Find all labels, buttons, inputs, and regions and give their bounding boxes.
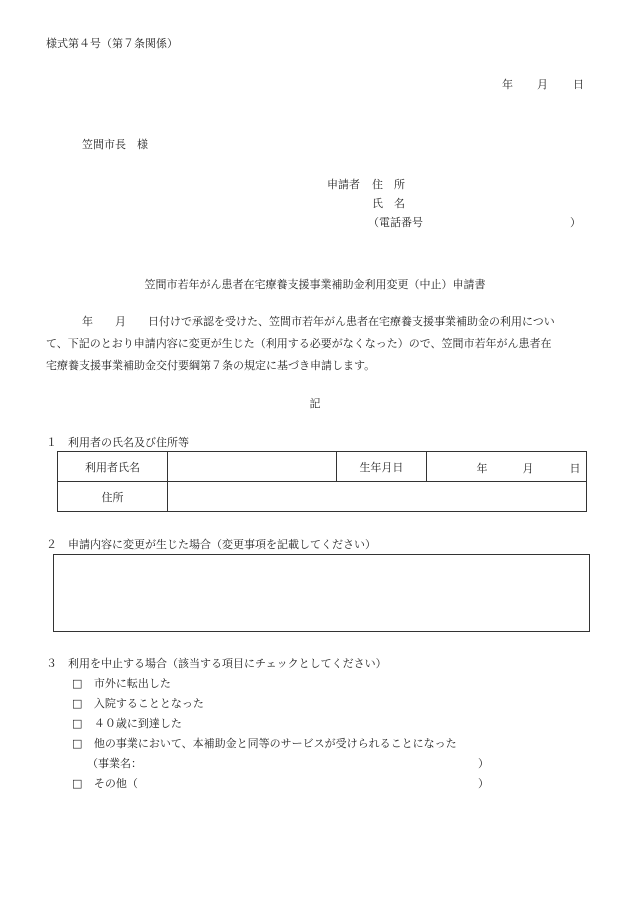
- option-label: ４０歳に到達した: [93, 717, 182, 730]
- date-day-label: 日: [573, 78, 584, 91]
- business-name-close: ）: [478, 757, 489, 770]
- address-label: 住所: [58, 482, 168, 512]
- section2-heading: ２ 申請内容に変更が生じた場合（変更事項を記載してください）: [46, 538, 376, 551]
- checkbox-icon[interactable]: □: [72, 737, 83, 750]
- applicant-phone-label: （電話番号: [368, 216, 423, 229]
- address-field[interactable]: [168, 482, 587, 512]
- applicant-address-label: 住 所: [372, 178, 405, 191]
- document-title: 笠間市若年がん患者在宅療養支援事業補助金利用変更（中止）申請書: [144, 278, 486, 291]
- date-year-label: 年: [502, 78, 513, 91]
- option-hospitalized[interactable]: [72, 695, 204, 711]
- option-other-service[interactable]: [72, 735, 457, 751]
- body-line: 年 月 日付けで承認を受けた、笠間市若年がん患者在宅療養支援事業補助金の利用につい: [82, 315, 555, 328]
- option-other[interactable]: [72, 775, 138, 791]
- addressee: 笠間市長 様: [82, 138, 148, 151]
- applicant-label: 申請者: [327, 178, 360, 191]
- option-label: 入院することとなった: [93, 697, 204, 710]
- user-info-table: [57, 451, 587, 512]
- applicant-name-label: 氏 名: [372, 197, 405, 210]
- business-name-label: （事業名：: [87, 757, 142, 770]
- checkbox-icon[interactable]: □: [72, 777, 83, 790]
- birthdate-label: 生年月日: [337, 452, 426, 482]
- section1-heading: １ 利用者の氏名及び住所等: [46, 436, 189, 449]
- date-month-label: 月: [537, 78, 548, 91]
- other-close: ）: [478, 777, 489, 790]
- birth-year-label: 年: [476, 462, 488, 475]
- option-moved-out[interactable]: [72, 675, 171, 691]
- birthdate-field[interactable]: [426, 452, 586, 482]
- ki-label: 記: [309, 397, 321, 410]
- option-label: 他の事業において、本補助金と同等のサービスが受けられることになった: [93, 737, 457, 750]
- birth-month-label: 月: [522, 462, 534, 475]
- checkbox-icon[interactable]: □: [72, 677, 83, 690]
- business-name-line[interactable]: [87, 755, 142, 771]
- section3-heading: ３ 利用を中止する場合（該当する項目にチェックとしてください）: [46, 657, 387, 670]
- user-name-label: 利用者氏名: [58, 452, 168, 482]
- body-line: 宅療養支援事業補助金交付要綱第７条の規定に基づき申請します。: [46, 359, 376, 372]
- change-details-box[interactable]: [53, 554, 590, 632]
- checkbox-icon[interactable]: □: [72, 717, 83, 730]
- user-name-field[interactable]: [168, 452, 337, 482]
- option-label: 市外に転出した: [93, 677, 171, 690]
- checkbox-icon[interactable]: □: [72, 697, 83, 710]
- body-line: て、下記のとおり申請内容に変更が生じた（利用する必要がなくなった）ので、笠間市若年がん患者在: [46, 337, 552, 350]
- form-number: 様式第４号（第７条関係）: [46, 37, 178, 50]
- option-label: その他（: [93, 777, 138, 790]
- applicant-phone-close: ）: [570, 216, 581, 229]
- birth-day-label: 日: [569, 462, 581, 475]
- option-reached-40[interactable]: [72, 715, 182, 731]
